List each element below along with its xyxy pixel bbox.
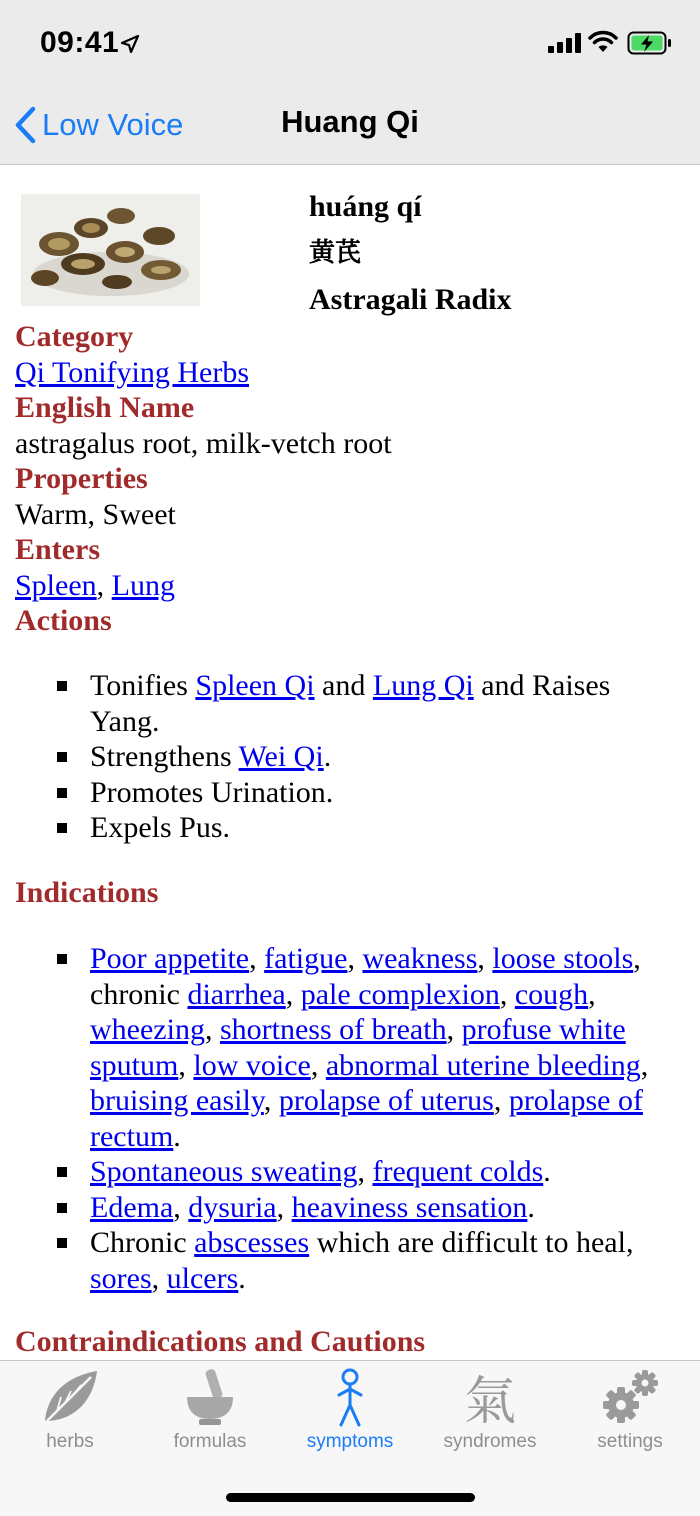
category-link[interactable]: Qi Tonifying Herbs [15,355,249,389]
link-pale-complexion[interactable]: pale complexion [300,977,500,1011]
link-heaviness-sensation[interactable]: heaviness sensation [291,1190,528,1224]
link-fatigue[interactable]: fatigue [264,942,348,975]
wifi-icon [588,30,618,54]
home-indicator [226,1493,475,1502]
enters-heading: Enters [15,533,100,566]
contraindications-heading-wrap [15,1324,685,1360]
list-item: Edema, dysuria, heaviness sensation. [0,1190,700,1226]
stick-figure-icon [315,1367,385,1427]
herb-latin: Astragali Radix [309,283,512,316]
tab-symptoms[interactable] [280,1361,420,1459]
actions-list [0,668,700,846]
list-item: Chronic abscesses which are difficult to heal, sores, ulcers. [0,1225,700,1296]
link-abscesses[interactable]: abscesses [194,1226,310,1259]
qi-character-icon [455,1367,525,1427]
list-item: Poor appetite, fatigue, weakness, loose stools, chronic diarrhea, pale complexion, cough, wheezing, shortness of breath, profuse white sputum, low voice, abnormal uterine bleeding, bruising easily, prolapse of uterus, prolapse of rectum. [0,941,700,1154]
link-shortness-of-breath[interactable]: shortness of breath [219,1013,447,1046]
enters-value: Spleen, Lung [15,568,175,602]
link-wheezing[interactable]: wheezing [90,1013,205,1046]
link-frequent-colds[interactable]: frequent colds [372,1155,544,1188]
indications-list [0,941,700,1296]
tab-symptoms-label: symptoms [306,1431,394,1452]
navigation-header [0,0,700,165]
tab-settings[interactable] [560,1361,700,1459]
link-loose-stools[interactable]: loose stools [492,942,634,975]
gears-icon [595,1367,665,1427]
link-spleen-qi[interactable]: Spleen Qi [195,669,315,702]
indications-heading-wrap [15,875,685,911]
link-dysuria[interactable]: dysuria [188,1190,277,1224]
category-section [15,319,685,639]
properties-value: Warm, Sweet [15,497,176,531]
link-wei-qi[interactable]: Wei Qi [238,740,324,773]
link-diarrhea[interactable]: diarrhea [187,977,286,1011]
category-heading: Category [15,320,134,353]
list-item: Promotes Urination. [0,775,700,811]
herb-pinyin: huáng qí [309,190,422,223]
mortar-pestle-icon [175,1367,245,1427]
tab-herbs-label: herbs [46,1431,94,1452]
page-title: Huang Qi [281,104,419,139]
english-name-heading: English Name [15,391,195,424]
herb-photo [21,194,200,306]
leaf-icon [35,1367,105,1427]
link-prolapse-of-uterus[interactable]: prolapse of uterus [278,1084,494,1117]
tab-syndromes[interactable] [420,1361,560,1459]
indications-heading: Indications [15,876,159,909]
status-time: 09:41 [40,26,120,59]
properties-heading: Properties [15,462,148,495]
tab-formulas-label: formulas [173,1431,247,1452]
contraindications-heading: Contraindications and Cautions [15,1325,426,1358]
location-arrow-icon [120,34,140,54]
english-name-value: astragalus root, milk-vetch root [15,426,392,460]
link-bruising-easily[interactable]: bruising easily [90,1084,264,1117]
tab-settings-label: settings [597,1431,663,1452]
link-cough[interactable]: cough [514,977,589,1011]
link-weakness[interactable]: weakness [362,942,478,975]
list-item: Expels Pus. [0,810,700,846]
battery-charging-icon [627,31,673,55]
link-low-voice[interactable]: low voice [193,1048,311,1082]
link-prolapse-of-rectum[interactable]: prolapse of rectum [90,1084,643,1153]
enters-link-lung[interactable]: Lung [111,568,175,602]
link-abnormal-uterine-bleeding[interactable]: abnormal uterine bleeding [325,1048,641,1082]
actions-heading: Actions [15,604,112,637]
tab-herbs[interactable] [0,1361,140,1459]
list-item: Spontaneous sweating, frequent colds. [0,1154,700,1190]
list-item: Tonifies Spleen Qi and Lung Qi and Raises Yang. [0,668,700,739]
tab-syndromes-label: syndromes [443,1431,537,1452]
back-button-label: Low Voice [42,107,184,142]
herb-names [309,184,512,324]
link-profuse-white-sputum[interactable]: profuse white sputum [90,1013,626,1082]
link-poor-appetite[interactable]: Poor appetite [90,942,250,975]
svg-text:氣: 氣 [463,1372,517,1427]
link-lung-qi[interactable]: Lung Qi [372,669,474,702]
herb-chinese: 黄芪 [309,238,362,268]
list-item: Strengthens Wei Qi. [0,739,700,775]
link-ulcers[interactable]: ulcers [166,1261,239,1295]
link-sores[interactable]: sores [90,1261,152,1295]
link-spontaneous-sweating[interactable]: Spontaneous sweating [90,1155,358,1188]
link-edema[interactable]: Edema [90,1190,174,1224]
tab-formulas[interactable] [140,1361,280,1459]
herb-detail-content[interactable] [0,166,700,1360]
enters-link-spleen[interactable]: Spleen [15,568,97,602]
cellular-signal-icon [548,33,582,53]
